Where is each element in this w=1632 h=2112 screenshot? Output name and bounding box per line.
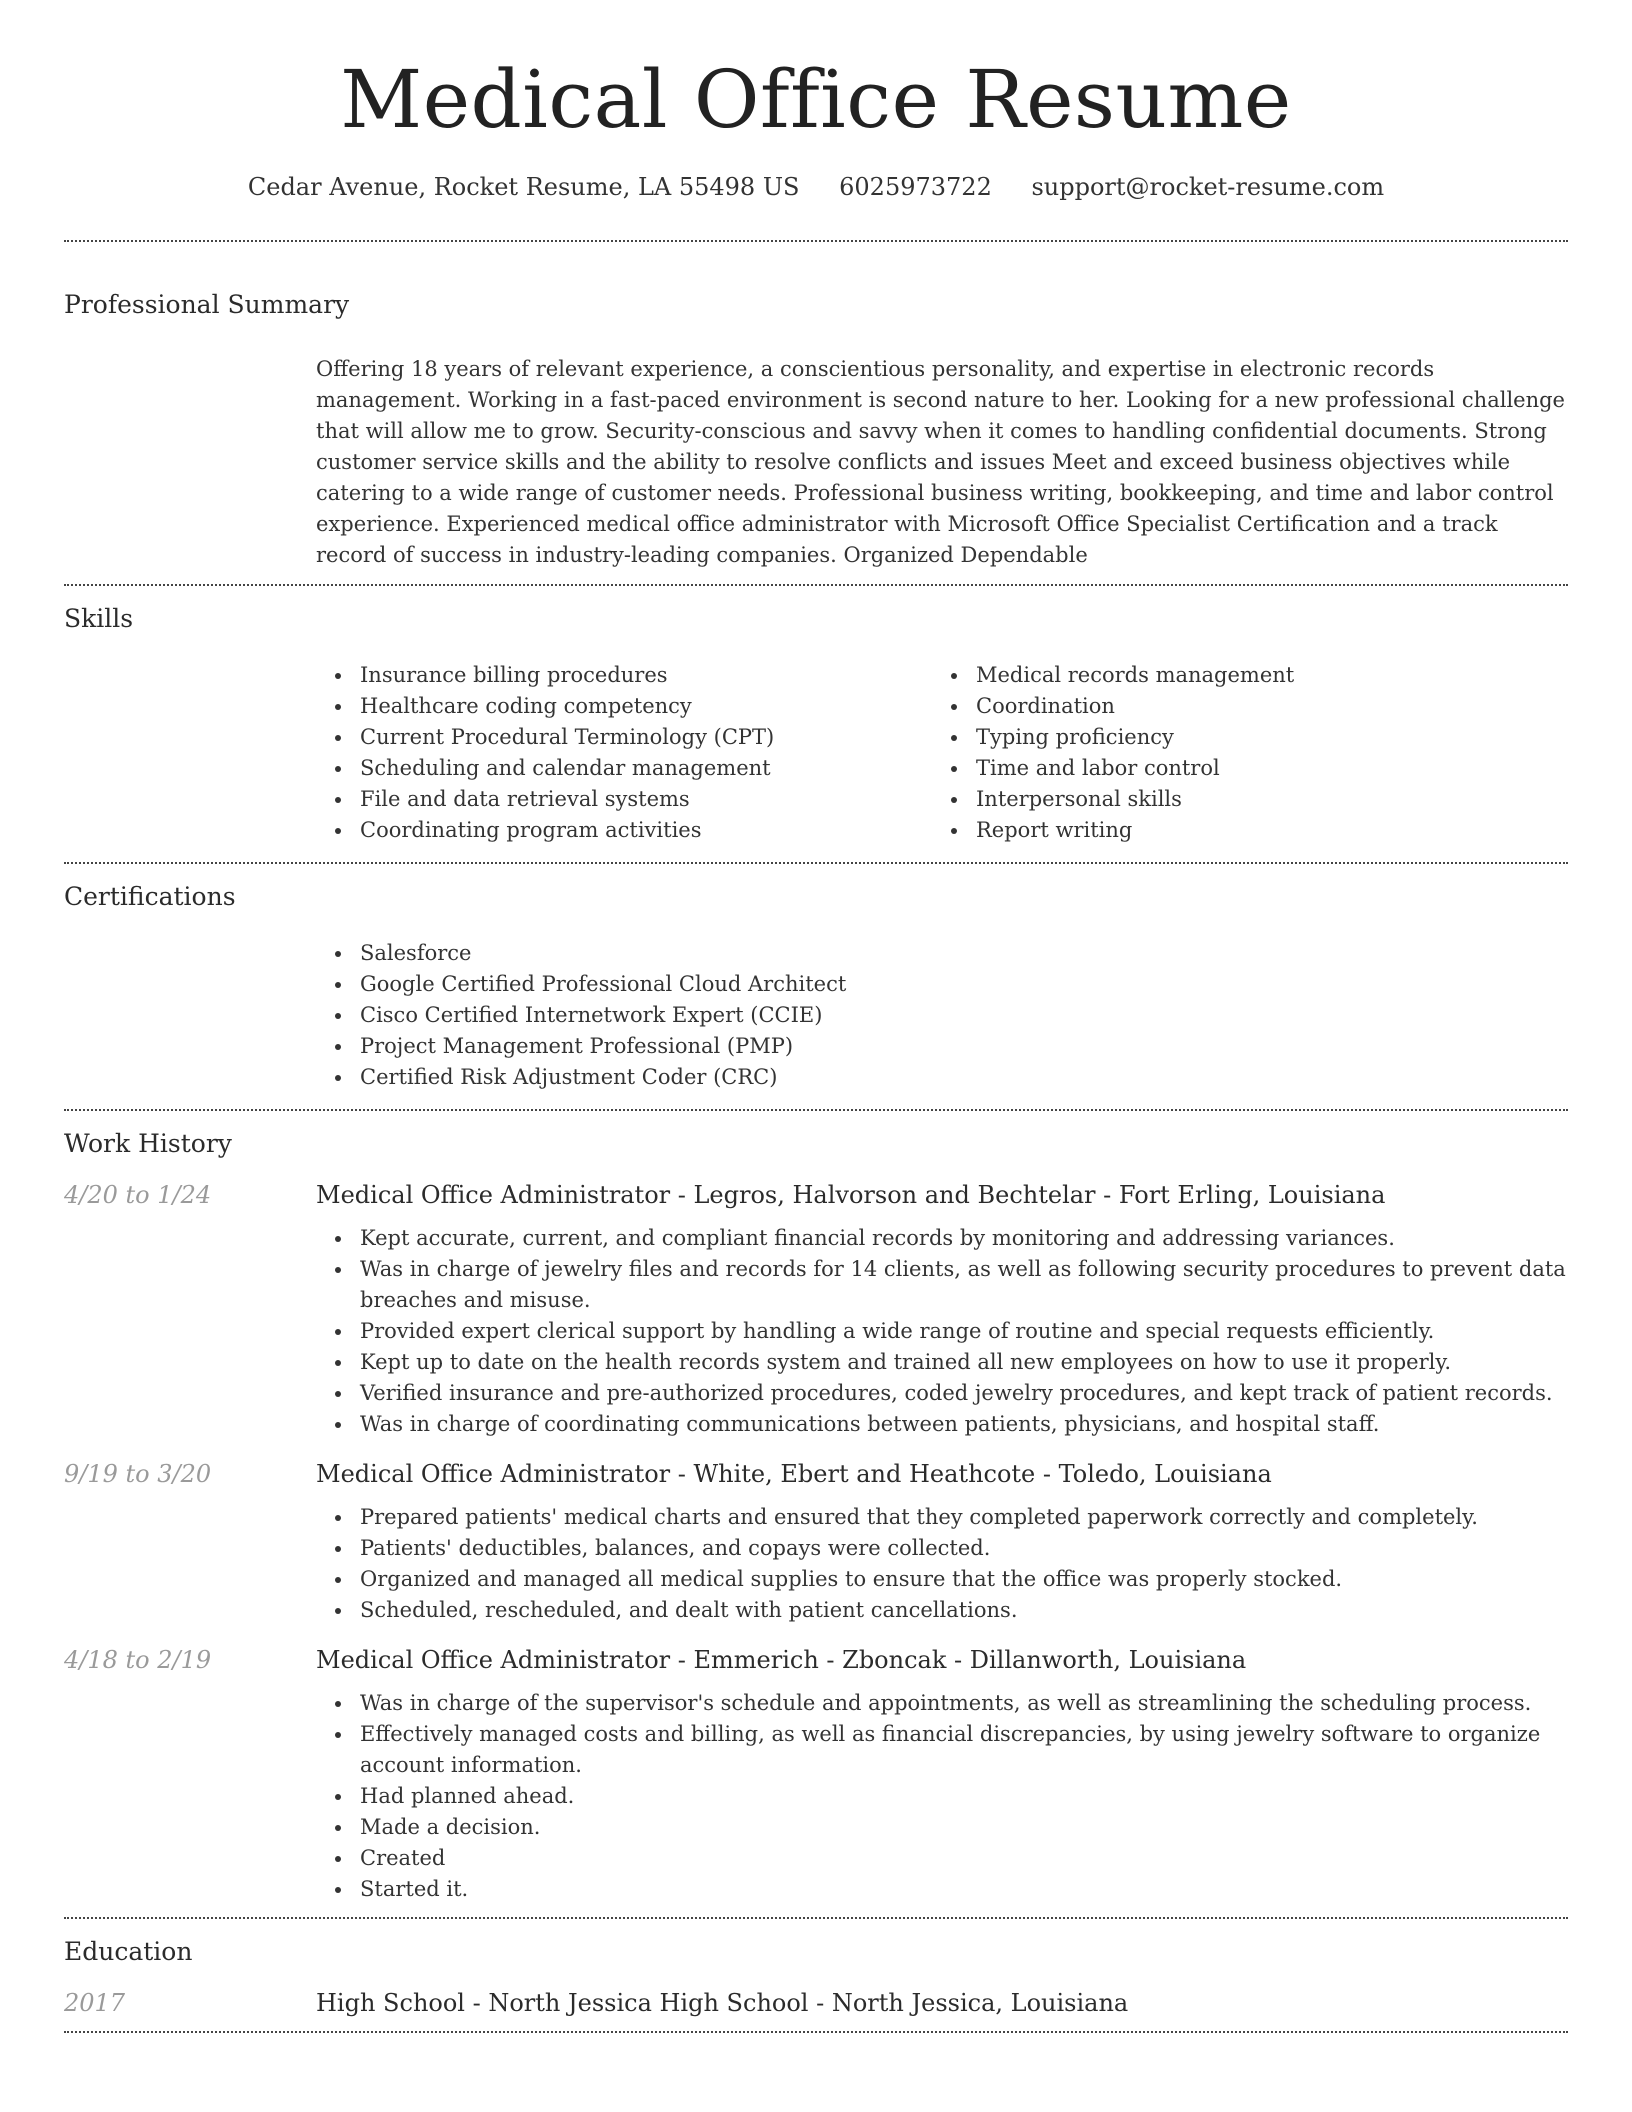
- list-item: Google Certified Professional Cloud Architect: [316, 969, 1568, 1000]
- job-bullets: [64, 1674, 1568, 1917]
- job-title: Medical Office Administrator - White, Ebert and Heathcote - Toledo, Louisiana: [316, 1460, 1272, 1488]
- list-item: Interpersonal skills: [932, 784, 1548, 815]
- list-item: Effectively managed costs and billing, as well as financial discrepancies, by using jewelry software to organize account information.: [316, 1719, 1568, 1781]
- job-entry: [64, 1181, 1568, 1460]
- list-item: Was in charge of the supervisor's schedule and appointments, as well as streamlining the scheduling process.: [316, 1688, 1568, 1719]
- skills-column-right: [932, 660, 1548, 846]
- job-date: 4/20 to 1/24: [64, 1181, 212, 1209]
- job-bullets: [64, 1209, 1568, 1460]
- skills-column-left: [316, 660, 932, 846]
- list-item: Coordinating program activities: [316, 815, 932, 846]
- list-item: Cisco Certified Internetwork Expert (CCIE): [316, 1000, 1568, 1031]
- education-date: 2017: [64, 1989, 126, 2017]
- certifications-section: [64, 864, 1568, 1109]
- contact-phone: 6025973722: [839, 173, 992, 201]
- summary-heading: Professional Summary: [64, 290, 350, 319]
- list-item: Kept up to date on the health records system and trained all new employees on how to use it properly.: [316, 1347, 1568, 1378]
- education-heading: Education: [64, 1937, 193, 1966]
- skills-heading: Skills: [64, 604, 134, 633]
- list-item: Scheduling and calendar management: [316, 753, 932, 784]
- list-item: Scheduled, rescheduled, and dealt with patient cancellations.: [316, 1595, 1568, 1626]
- skills-grid: [64, 650, 1568, 862]
- list-item: Was in charge of coordinating communications between patients, physicians, and hospital staff.: [316, 1409, 1568, 1440]
- list-item: Organized and managed all medical supplies to ensure that the office was properly stocked.: [316, 1564, 1568, 1595]
- certifications-list: [64, 928, 1568, 1109]
- job-entry: [64, 1460, 1568, 1646]
- list-item: Kept accurate, current, and compliant financial records by monitoring and addressing variances.: [316, 1223, 1568, 1254]
- job-title: Medical Office Administrator - Emmerich - Zboncak - Dillanworth, Louisiana: [316, 1646, 1247, 1674]
- job-title: Medical Office Administrator - Legros, Halvorson and Bechtelar - Fort Erling, Louisiana: [316, 1181, 1386, 1209]
- list-item: Created: [316, 1843, 1568, 1874]
- list-item: Insurance billing procedures: [316, 660, 932, 691]
- summary-text: Offering 18 years of relevant experience, a conscientious personality, and expertise in electronic records management. Working in a fast-paced environment is second nature to her. Looking for a new professional challenge that will allow me to grow. Security-conscious and savvy when it comes to handling confidential documents. Strong customer service skills and the ability to resolve conflicts and issues Meet and exceed business objectives while catering to a wide range of customer needs. Professional business writing, bookkeeping, and time and labor control experience. Experienced medical office administrator with Microsoft Office Specialist Certification and a track record of success in industry-leading companies. Organized Dependable: [316, 357, 1565, 567]
- contact-email: support@rocket-resume.com: [1031, 173, 1385, 201]
- job-date: 9/19 to 3/20: [64, 1460, 212, 1488]
- list-item: Provided expert clerical support by handling a wide range of routine and special requests efficiently.: [316, 1316, 1568, 1347]
- education-entry: [64, 1989, 1568, 2031]
- job-date: 4/18 to 2/19: [64, 1646, 212, 1674]
- list-item: Current Procedural Terminology (CPT): [316, 722, 932, 753]
- contact-address: Cedar Avenue, Rocket Resume, LA 55498 US: [247, 173, 800, 201]
- work-history-section: [64, 1111, 1568, 1917]
- job-bullets: [64, 1488, 1568, 1646]
- list-item: Started it.: [316, 1874, 1568, 1905]
- list-item: Prepared patients' medical charts and ensured that they completed paperwork correctly and completely.: [316, 1502, 1568, 1533]
- list-item: Healthcare coding competency: [316, 691, 932, 722]
- list-item: Coordination: [932, 691, 1548, 722]
- education-section: [64, 1919, 1568, 2031]
- certifications-heading: Certifications: [64, 882, 236, 911]
- education-title: High School - North Jessica High School - North Jessica, Louisiana: [316, 1989, 1129, 2017]
- list-item: Patients' deductibles, balances, and copays were collected.: [316, 1533, 1568, 1564]
- job-entry: [64, 1646, 1568, 1917]
- list-item: Project Management Professional (PMP): [316, 1031, 1568, 1062]
- resume-title: Medical Office Resume: [340, 53, 1292, 146]
- contact-line: [64, 152, 1568, 240]
- list-item: Salesforce: [316, 938, 1568, 969]
- work-history-heading: Work History: [64, 1129, 232, 1158]
- summary-section: [64, 242, 1568, 584]
- list-item: Time and labor control: [932, 753, 1548, 784]
- list-item: Was in charge of jewelry files and records for 14 clients, as well as following security procedures to prevent data breaches and misuse.: [316, 1254, 1568, 1316]
- skills-section: [64, 586, 1568, 862]
- list-item: Verified insurance and pre-authorized procedures, coded jewelry procedures, and kept track of patient records.: [316, 1378, 1568, 1409]
- section-divider: [64, 2031, 1568, 2033]
- list-item: Made a decision.: [316, 1812, 1568, 1843]
- list-item: Report writing: [932, 815, 1548, 846]
- list-item: Medical records management: [932, 660, 1548, 691]
- list-item: Certified Risk Adjustment Coder (CRC): [316, 1062, 1568, 1093]
- list-item: Had planned ahead.: [316, 1781, 1568, 1812]
- list-item: Typing proficiency: [932, 722, 1548, 753]
- list-item: File and data retrieval systems: [316, 784, 932, 815]
